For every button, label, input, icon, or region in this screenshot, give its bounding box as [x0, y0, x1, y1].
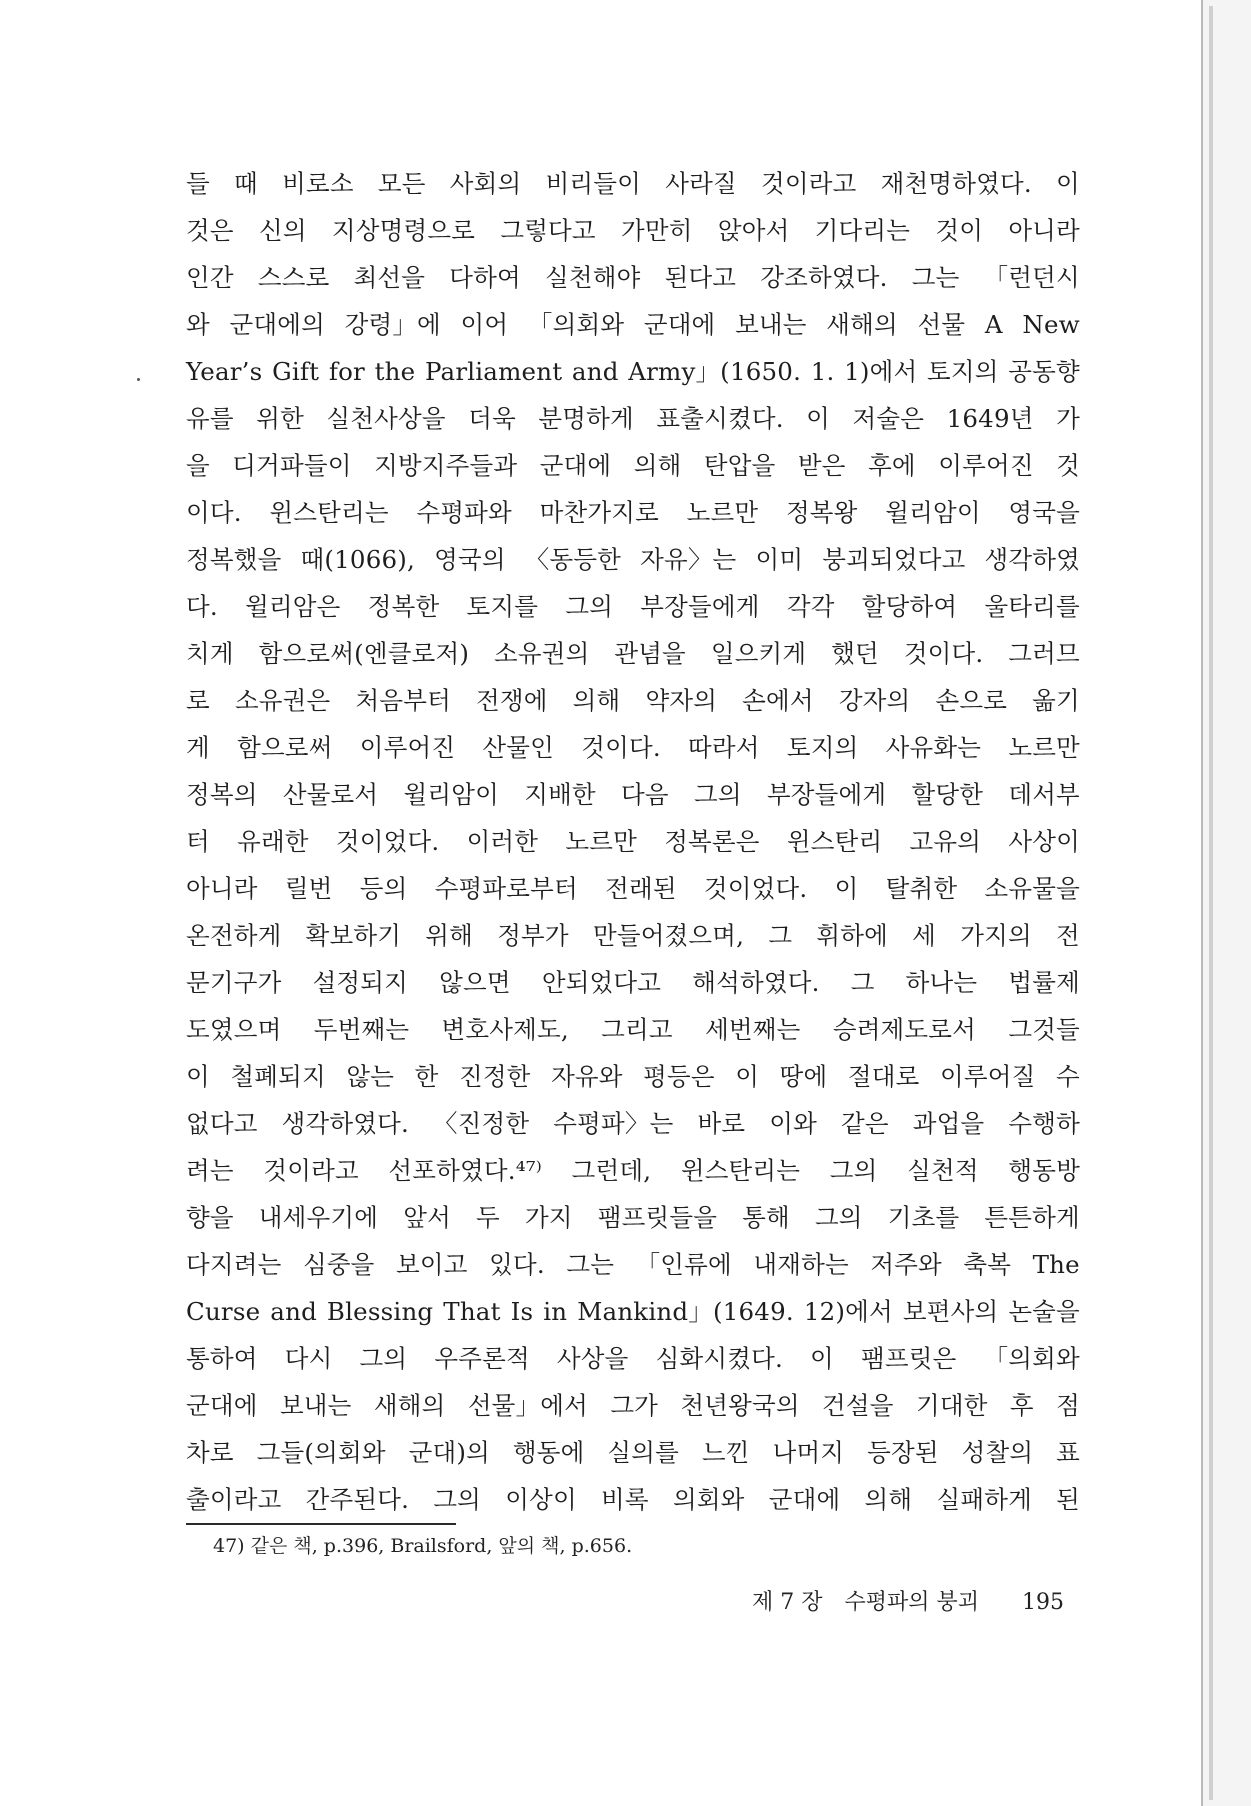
body-line: 치게 함으로써(엔클로저) 소유권의 관념을 일으키게 했던 것이다. 그러므 [186, 639, 1080, 668]
body-line: 로 소유권은 처음부터 전쟁에 의해 약자의 손에서 강자의 손으로 옮기 [186, 686, 1080, 715]
body-line: 와 군대에의 강령」에 이어 「의회와 군대에 보내는 새해의 선물 A New [186, 310, 1080, 339]
page-number: 195 [1022, 1590, 1064, 1615]
body-line: 을 디거파들이 지방지주들과 군대에 의해 탄압을 받은 후에 이루어진 것 [186, 451, 1080, 480]
body-line: 차로 그들(의회와 군대)의 행동에 실의를 느낀 나머지 등장된 성찰의 표 [186, 1438, 1080, 1467]
body-line: 게 함으로써 이루어진 산물인 것이다. 따라서 토지의 사유화는 노르만 [186, 733, 1080, 762]
body-line: 정복의 산물로서 윌리암이 지배한 다음 그의 부장들에게 할당한 데서부 [186, 780, 1080, 809]
body-line: 들 때 비로소 모든 사회의 비리들이 사라질 것이라고 재천명하였다. 이 [186, 169, 1080, 198]
body-line: 없다고 생각하였다. 〈진정한 수평파〉는 바로 이와 같은 과업을 수행하 [186, 1109, 1080, 1138]
body-line: Year’s Gift for the Parliament and Army」(1650. 1. 1)에서 토지의 공동향 [186, 357, 1080, 386]
body-text [186, 160, 1080, 1523]
footnote-rule [186, 1523, 456, 1525]
body-line: 것은 신의 지상명령으로 그렇다고 가만히 앉아서 기다리는 것이 아니라 [186, 216, 1080, 245]
body-line: 군대에 보내는 새해의 선물」에서 그가 천년왕국의 건설을 기대한 후 점 [186, 1391, 1080, 1420]
chapter-title: 수평파의 붕괴 [844, 1590, 980, 1615]
footnote-47: 47) 같은 책, p.396, Brailsford, 앞의 책, p.656. [213, 1535, 633, 1557]
body-line: 정복했을 때(1066), 영국의 〈동등한 자유〉는 이미 붕괴되었다고 생각하였 [186, 545, 1080, 574]
body-line: 이다. 윈스탄리는 수평파와 마찬가지로 노르만 정복왕 윌리암이 영국을 [186, 498, 1080, 527]
body-line: 향을 내세우기에 앞서 두 가지 팸프릿들을 통해 그의 기초를 튼튼하게 [186, 1203, 1080, 1232]
chapter-label: 제 7 장 [752, 1590, 823, 1615]
body-line: 유를 위한 실천사상을 더욱 분명하게 표출시켰다. 이 저술은 1649년 가 [186, 404, 1080, 433]
viewer-scrollbar[interactable] [1209, 6, 1213, 1800]
body-line: 터 유래한 것이었다. 이러한 노르만 정복론은 윈스탄리 고유의 사상이 [186, 827, 1080, 856]
body-line: 려는 것이라고 선포하였다.⁴⁷⁾ 그런데, 윈스탄리는 그의 실천적 행동방 [186, 1156, 1080, 1185]
body-line: 출이라고 간주된다. 그의 이상이 비록 의회와 군대에 의해 실패하게 된 [186, 1485, 1080, 1514]
running-footer [752, 1586, 1064, 1620]
body-line: 온전하게 확보하기 위해 정부가 만들어졌으며, 그 휘하에 세 가지의 전 [186, 921, 1080, 950]
body-line: 다. 윌리암은 정복한 토지를 그의 부장들에게 각각 할당하여 울타리를 [186, 592, 1080, 621]
body-line: 인간 스스로 최선을 다하여 실천해야 된다고 강조하였다. 그는 「런던시 [186, 263, 1080, 292]
body-line: 문기구가 설정되지 않으면 안되었다고 해석하였다. 그 하나는 법률제 [186, 968, 1080, 997]
body-line: 통하여 다시 그의 우주론적 사상을 심화시켰다. 이 팸프릿은 「의회와 [186, 1344, 1080, 1373]
margin-speck [137, 378, 140, 381]
body-line: 도였으며 두번째는 변호사제도, 그리고 세번째는 승려제도로서 그것들 [186, 1015, 1080, 1044]
body-line: 아니라 릴번 등의 수평파로부터 전래된 것이었다. 이 탈취한 소유물을 [186, 874, 1080, 903]
body-line: 다지려는 심중을 보이고 있다. 그는 「인류에 내재하는 저주와 축복 The [186, 1250, 1080, 1279]
body-line: Curse and Blessing That Is in Mankind」(1649. 12)에서 보편사의 논술을 [186, 1297, 1080, 1326]
body-line: 이 철폐되지 않는 한 진정한 자유와 평등은 이 땅에 절대로 이루어질 수 [186, 1062, 1080, 1091]
